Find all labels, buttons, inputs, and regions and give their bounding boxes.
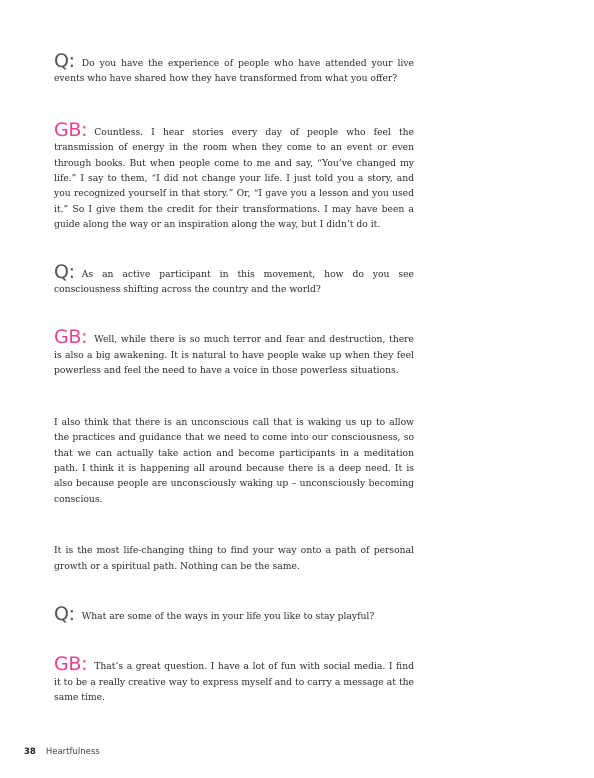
question-3 [54, 602, 414, 625]
answer-text: Countless. I hear stories every day of people who feel the transmission of energy in the room when they come to an event or even through books. But when people come to me and say, “You’ve changed my life.” I say to them, “I did not change your life. I just told you a story, and you recognized yourself in that story.” Or, “I gave you a lesson and you used it.” So I give them the credit for their transformations. I may have been a guide along the way or an inspiration along the way, but I didn’t do it. [54, 126, 414, 231]
question-text: What are some of the ways in your life you like to stay playful? [81, 610, 375, 622]
publication-name: Heartfulness [45, 747, 100, 757]
answer-marker: GB: [54, 326, 88, 349]
paragraph-text: I also think that there is an unconscious call that is waking us up to allow the practices and guidance that we need to come into our consciousness, so that we can actually take action and become participants in a meditation path. I think it is happening all around because there is a deep need. It is also because people are unconsciously waking up – unconsciously becoming conscious. [54, 416, 414, 505]
question-text: As an active participant in this movement, how do you see consciousness shifting across the country and the world? [54, 268, 414, 296]
paragraph [54, 415, 414, 507]
question-2 [54, 260, 414, 298]
answer-2 [54, 326, 414, 378]
question-text: Do you have the experience of people who have attended your live events who have shared how they have transformed from what you offer? [54, 58, 414, 85]
question-marker: Q: [54, 50, 75, 72]
paragraph [54, 543, 414, 574]
interview-body [54, 50, 414, 706]
paragraph-text: It is the most life-changing thing to find your way onto a path of personal growth or a spiritual path. Nothing can be the same. [54, 545, 414, 572]
answer-marker: GB: [54, 653, 88, 676]
answer-3 [54, 653, 414, 705]
question-marker: Q: [54, 602, 75, 625]
page-footer [24, 747, 100, 757]
answer-text: Well, while there is so much terror and fear and destruction, there is also a big awakening. It is natural to have people wake up when they feel powerless and feel the need to have a voice in those powerless situations. [54, 334, 414, 377]
answer-1 [54, 118, 414, 233]
answer-marker: GB: [54, 118, 88, 141]
question-1 [54, 50, 414, 87]
answer-text: That’s a great question. I have a lot of fun with social media. I find it to be a really creative way to express myself and to carry a message at the same time. [54, 661, 414, 704]
question-marker: Q: [54, 260, 75, 283]
page-number: 38 [24, 747, 36, 757]
